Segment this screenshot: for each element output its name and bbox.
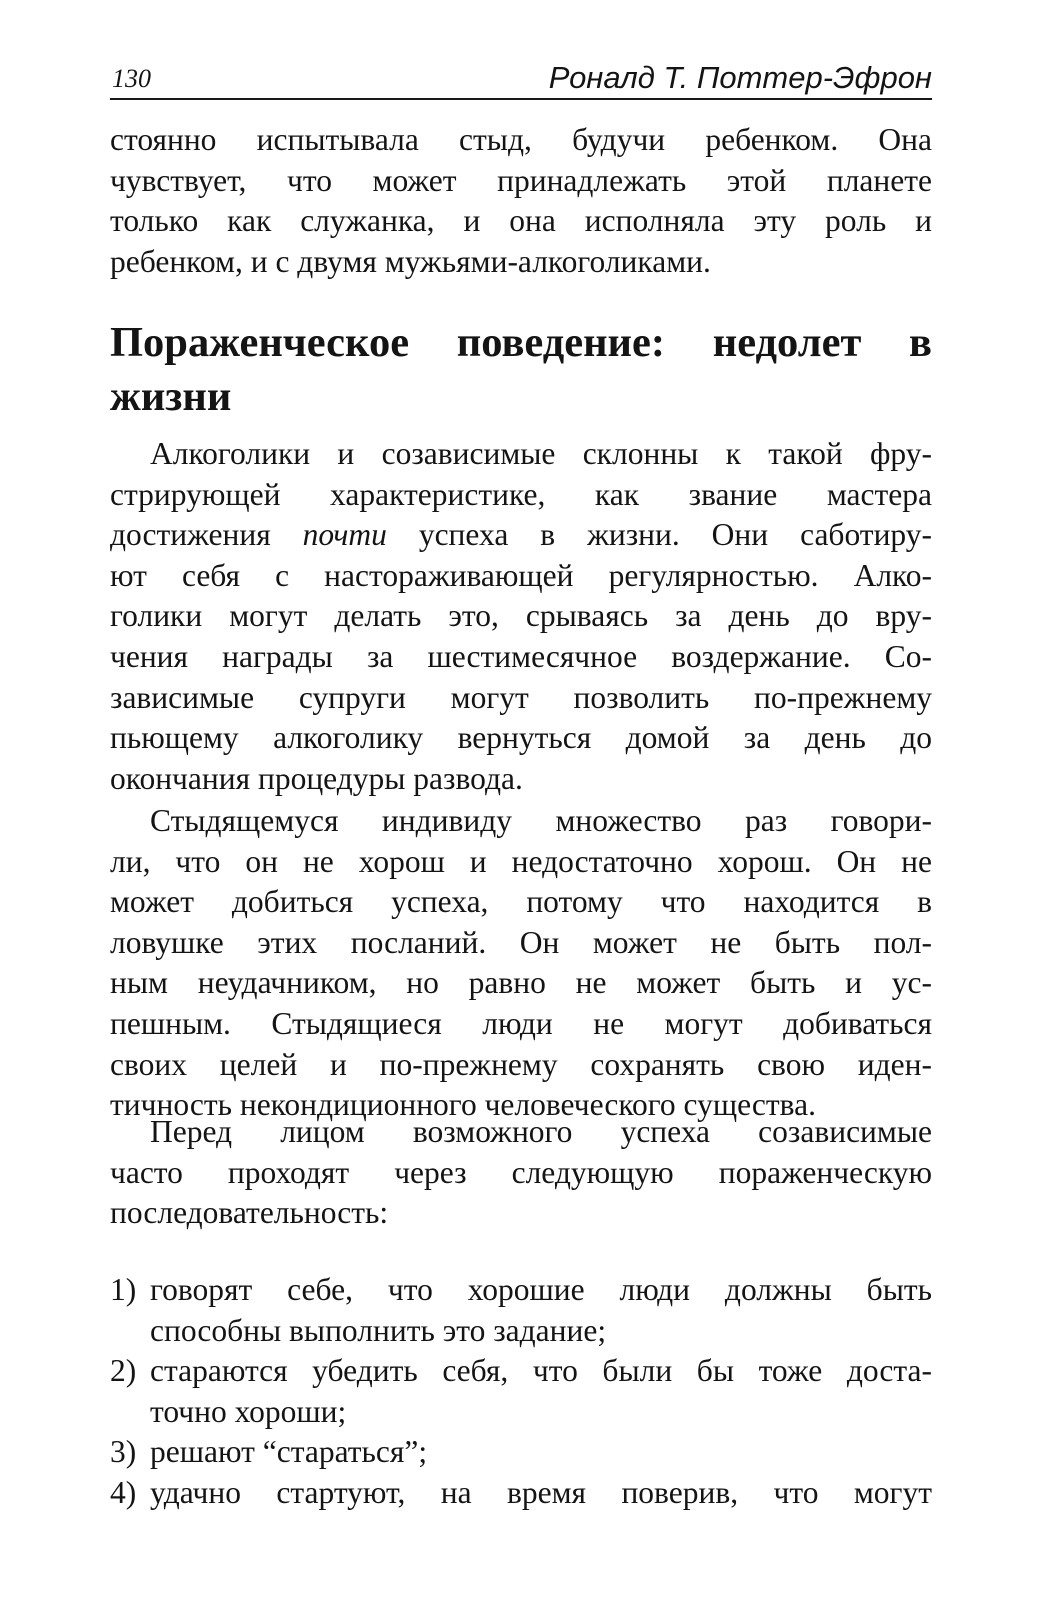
list-item <box>110 1270 932 1351</box>
page-header <box>110 58 932 100</box>
text-line: чения награды за шестимесячное воздержание. Со- <box>110 638 932 674</box>
text-line: пьющему алкоголику вернуться домой за день до <box>110 720 932 756</box>
numbered-list <box>110 1270 932 1514</box>
list-item <box>110 1351 932 1432</box>
text-line: удачно стартуют, на время поверив, что могут <box>150 1474 932 1510</box>
text-line: ным неудачником, но равно не может быть и ус- <box>110 965 932 1001</box>
text-line: окончания процедуры развода. <box>110 760 523 796</box>
paragraph-1 <box>110 434 932 799</box>
text-line: пешным. Стыдящиеся люди не могут добиваться <box>110 1005 932 1041</box>
emphasis-text: почти <box>302 517 387 553</box>
text-line: часто проходят через следующую пораженческую <box>110 1154 932 1190</box>
list-number: 1) <box>110 1272 137 1307</box>
text-line: зависимые супруги могут позволить по-прежнему <box>110 679 932 715</box>
text-line: способны выполнить это задание; <box>150 1312 607 1348</box>
text-line: Стыдящемуся индивиду множество раз говори- <box>150 803 932 838</box>
text-line: чувствует, что может принадлежать этой планете <box>110 162 932 198</box>
paragraph-2 <box>110 801 932 1126</box>
paragraph-3 <box>110 1112 932 1234</box>
list-number: 3) <box>110 1434 137 1470</box>
section-heading: Пораженческое поведение: недолет в <box>110 319 932 366</box>
text-line: говорят себе, что хорошие люди должны быть <box>150 1272 932 1307</box>
text-line: может добиться успеха, потому что находится в <box>110 884 932 920</box>
text-line: достижения почти успеха в жизни. Они саботиру- <box>110 517 932 553</box>
text-line: ют себя с настораживающей регулярностью. Алко- <box>110 557 932 593</box>
section-heading-continued: жизни <box>110 373 232 420</box>
list-item <box>110 1473 932 1514</box>
text-line: стараются убедить себя, что были бы тоже доста- <box>150 1353 932 1389</box>
text-line: Перед лицом возможного успеха созависимые <box>150 1114 932 1149</box>
text-line: Алкоголики и созависимые склонны к такой фру- <box>150 436 932 471</box>
page-number: 130 <box>112 64 151 93</box>
text-line: последовательность: <box>110 1195 389 1231</box>
text-line: ребенком, и с двумя мужьями-алкоголиками. <box>110 243 711 279</box>
text-line: решают “стараться”; <box>150 1434 428 1470</box>
text-line: тичность некондиционного человеческого существа. <box>110 1087 816 1123</box>
text-line: стоянно испытывала стыд, будучи ребенком. Она <box>110 122 932 157</box>
text-line: стрирующей характеристике, как звание мастера <box>110 476 932 512</box>
list-item <box>110 1432 932 1473</box>
list-number: 4) <box>110 1474 137 1510</box>
running-head: Роналд Т. Поттер-Эфрон <box>548 60 932 95</box>
text-line: точно хороши; <box>150 1393 347 1429</box>
text-line: ли, что он не хорош и недостаточно хорош. Он не <box>110 843 932 879</box>
intro-paragraph <box>110 120 932 282</box>
text-line: голики могут делать это, срываясь за день до вру- <box>110 598 932 634</box>
text-line: только как служанка, и она исполняла эту роль и <box>110 203 932 239</box>
text-line: ловушке этих посланий. Он может не быть пол- <box>110 924 932 960</box>
text-line: своих целей и по-прежнему сохранять свою иден- <box>110 1046 932 1082</box>
list-number: 2) <box>110 1353 137 1389</box>
